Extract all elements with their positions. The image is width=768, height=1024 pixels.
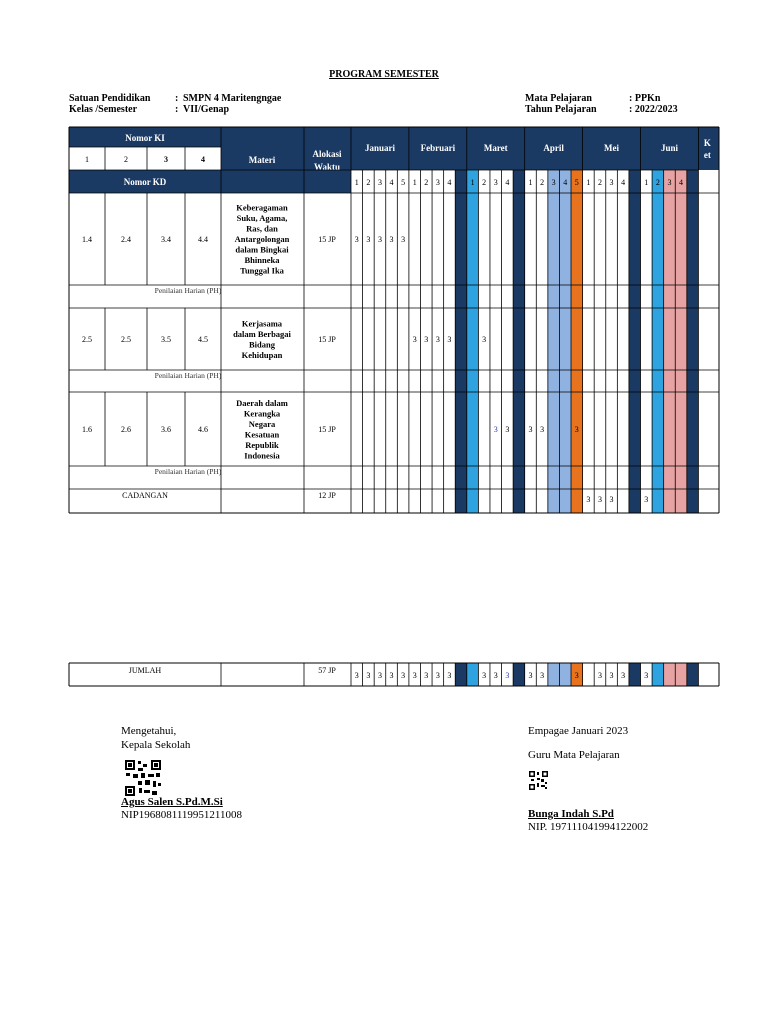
- header-alokasi: Alokasi: [312, 149, 342, 159]
- kd-number: 1.6: [82, 425, 92, 434]
- week-number: 2: [655, 178, 660, 187]
- meta-value-year: : 2022/2023: [629, 104, 678, 115]
- sign-right-line1: Empagae Januari 2023: [528, 725, 629, 737]
- month-header-februari: Februari: [420, 143, 456, 153]
- materi-text: Bidang: [249, 339, 275, 350]
- jumlah-week-value: 3: [644, 671, 649, 680]
- meta-value-school: SMPN 4 Maritengngae: [183, 93, 282, 104]
- week-number: 4: [505, 178, 510, 187]
- header-nomor-kd: Nomor KD: [123, 177, 167, 187]
- week-number: 3: [609, 178, 614, 187]
- week-column-fill: [675, 193, 687, 513]
- header-ket-cell: [698, 127, 719, 170]
- header-alokasi: Waktu: [313, 162, 341, 172]
- month-header-mei: Mei: [604, 143, 620, 153]
- week-header-fill: [455, 170, 467, 193]
- week-number: 1: [528, 178, 533, 187]
- week-value: 3: [389, 235, 394, 244]
- week-number: 1: [412, 178, 417, 187]
- week-number: 3: [667, 178, 672, 187]
- week-number: 3: [435, 178, 440, 187]
- jumlah-week-value: 3: [609, 671, 614, 680]
- week-header-fill: [629, 170, 641, 193]
- week-value: 3: [401, 235, 406, 244]
- meta-value-class: VII/Genap: [183, 104, 230, 115]
- week-column-fill: [455, 193, 467, 513]
- jumlah-week-value: 3: [377, 671, 382, 680]
- meta-label-year: Tahun Pelajaran: [525, 104, 597, 115]
- header-ket: et: [703, 150, 711, 160]
- meta-sep-school: :: [175, 93, 179, 104]
- week-column-fill: [664, 193, 676, 513]
- jumlah-week-value: 3: [493, 671, 498, 680]
- jumlah-alokasi: 57 JP: [318, 666, 336, 675]
- week-column-fill: [629, 663, 641, 686]
- kd-number: 4.4: [198, 235, 208, 244]
- week-column-fill: [467, 193, 479, 513]
- jumlah-week-value: 3: [412, 671, 417, 680]
- materi-text: Negara: [248, 418, 276, 429]
- month-header-april: April: [543, 143, 564, 153]
- penilaian-harian-label: Penilaian Harian (PH): [154, 371, 222, 380]
- kd-number: 3.6: [161, 425, 171, 434]
- week-column-fill: [548, 193, 560, 513]
- jumlah-week-value: 3: [389, 671, 394, 680]
- week-value: 3: [644, 495, 649, 504]
- kd-number: 1.4: [82, 235, 92, 244]
- jumlah-week-value: 3: [505, 671, 510, 680]
- jumlah-week-value: 3: [597, 671, 602, 680]
- week-value: 3: [597, 495, 602, 504]
- meta-value-subject: : PPKn: [629, 93, 661, 104]
- kd-number: 4.6: [198, 425, 208, 434]
- week-column-fill: [548, 663, 560, 686]
- week-column-fill: [571, 193, 583, 513]
- kd-number: 2.5: [82, 335, 92, 344]
- week-value: 3: [354, 235, 359, 244]
- month-header-juni: Juni: [660, 143, 678, 153]
- jumlah-week-value: 3: [528, 671, 533, 680]
- materi-text: Ras, dan: [246, 223, 278, 234]
- week-number: 1: [586, 178, 591, 187]
- kd-number: 2.5: [121, 335, 131, 344]
- sign-left-nip: NIP1968081119951211008: [121, 809, 242, 821]
- week-column-fill: [687, 663, 699, 686]
- week-value: 3: [574, 425, 579, 434]
- sign-right-name: Bunga Indah S.Pd: [528, 808, 614, 820]
- week-number: 1: [644, 178, 649, 187]
- week-number: 1: [470, 178, 475, 187]
- week-column-fill: [629, 193, 641, 513]
- week-number: 2: [482, 178, 487, 187]
- alokasi-value: 15 JP: [318, 235, 336, 244]
- materi-text: Kesatuan: [244, 429, 280, 440]
- week-number: 3: [551, 178, 556, 187]
- week-column-fill: [652, 193, 664, 513]
- ki-number: 4: [201, 155, 205, 164]
- week-value: 3: [377, 235, 382, 244]
- week-number: 4: [621, 178, 626, 187]
- meta-sep-class: :: [175, 104, 179, 115]
- week-header-fill: [513, 170, 525, 193]
- materi-text: Suku, Agama,: [236, 213, 288, 223]
- materi-text: Republik: [245, 439, 279, 450]
- week-number: 4: [563, 178, 568, 187]
- cadangan-label: CADANGAN: [122, 491, 168, 500]
- week-column-fill: [559, 663, 571, 686]
- sign-right-line2: Guru Mata Pelajaran: [528, 749, 620, 761]
- jumlah-week-value: 3: [540, 671, 545, 680]
- qr-code-icon: [124, 759, 162, 797]
- week-number: 5: [574, 178, 579, 187]
- week-value: 3: [435, 335, 440, 344]
- materi-text: Antargolongan: [234, 234, 290, 244]
- header-nomor-ki: Nomor KI: [125, 133, 165, 143]
- jumlah-week-value: 3: [366, 671, 371, 680]
- penilaian-harian-label: Penilaian Harian (PH): [154, 467, 222, 476]
- meta-label-school: Satuan Pendidikan: [69, 93, 151, 104]
- week-column-fill: [467, 663, 479, 686]
- week-number: 2: [424, 178, 429, 187]
- week-value: 3: [540, 425, 545, 434]
- kd-number: 2.6: [121, 425, 131, 434]
- header-materi: Materi: [248, 155, 276, 165]
- week-value: 3: [505, 425, 510, 434]
- kd-number: 3.5: [161, 335, 171, 344]
- materi-text: Keberagaman: [236, 202, 288, 213]
- week-value: 3: [482, 335, 487, 344]
- jumlah-label: JUMLAH: [128, 666, 162, 675]
- week-number: 5: [401, 178, 406, 187]
- jumlah-week-value: 3: [574, 671, 579, 680]
- materi-text: Indonesia: [244, 450, 280, 461]
- week-value: 3: [366, 235, 371, 244]
- week-number: 2: [540, 178, 545, 187]
- materi-text: Bhinneka: [244, 255, 280, 265]
- week-number: 4: [679, 178, 684, 187]
- materi-text: dalam Bingkai: [235, 244, 289, 255]
- week-number: 1: [354, 178, 359, 187]
- alokasi-value: 12 JP: [318, 491, 336, 500]
- alokasi-value: 15 JP: [318, 425, 336, 434]
- qr-code-icon: [529, 771, 548, 790]
- week-number: 2: [366, 178, 371, 187]
- jumlah-week-value: 3: [435, 671, 440, 680]
- week-column-fill: [675, 663, 687, 686]
- week-value: 3: [447, 335, 452, 344]
- sign-left-line1: Mengetahui,: [121, 725, 177, 737]
- sign-left-name: Agus Salen S.Pd.M.Si: [121, 796, 223, 808]
- week-value: 3: [528, 425, 533, 434]
- sign-left-line2: Kepala Sekolah: [121, 739, 191, 751]
- week-value: 3: [424, 335, 429, 344]
- meta-label-class: Kelas /Semester: [69, 104, 138, 115]
- materi-text: Daerah dalam: [236, 397, 288, 408]
- materi-text: Kehidupan: [241, 349, 283, 360]
- kd-number: 2.4: [121, 235, 131, 244]
- sign-right-nip: NIP. 197111041994122002: [528, 821, 649, 833]
- jumlah-week-value: 3: [401, 671, 406, 680]
- week-number: 2: [597, 178, 602, 187]
- week-column-fill: [455, 663, 467, 686]
- week-number: 4: [389, 178, 394, 187]
- month-header-maret: Maret: [483, 143, 508, 153]
- document-title: PROGRAM SEMESTER: [329, 69, 439, 80]
- alokasi-value: 15 JP: [318, 335, 336, 344]
- week-number: 3: [377, 178, 382, 187]
- ki-number: 1: [85, 155, 89, 164]
- week-value: 3: [609, 495, 614, 504]
- ki-number: 3: [164, 155, 168, 164]
- week-column-fill: [513, 193, 525, 513]
- week-column-fill: [652, 663, 664, 686]
- week-column-fill: [687, 193, 699, 513]
- penilaian-harian-label: Penilaian Harian (PH): [154, 286, 222, 295]
- jumlah-week-value: 3: [482, 671, 487, 680]
- jumlah-week-value: 3: [447, 671, 452, 680]
- meta-label-subject: Mata Pelajaran: [525, 93, 592, 104]
- week-value: 3: [586, 495, 591, 504]
- week-number: 4: [447, 178, 452, 187]
- materi-text: Tunggal Ika: [240, 265, 284, 276]
- week-value: 3: [412, 335, 417, 344]
- ki-number: 2: [124, 155, 128, 164]
- week-column-fill: [513, 663, 525, 686]
- jumlah-week-value: 3: [424, 671, 429, 680]
- week-value: 3: [493, 425, 498, 434]
- week-number: 3: [493, 178, 498, 187]
- week-column-fill: [559, 193, 571, 513]
- materi-text: Kerangka: [243, 408, 281, 419]
- jumlah-week-value: 3: [621, 671, 626, 680]
- month-header-januari: Januari: [364, 143, 395, 153]
- materi-text: dalam Berbagai: [233, 328, 291, 339]
- materi-text: Kerjasama: [241, 318, 283, 329]
- kd-number: 4.5: [198, 335, 208, 344]
- header-ket: K: [703, 138, 711, 148]
- jumlah-week-value: 3: [354, 671, 359, 680]
- week-header-fill: [687, 170, 699, 193]
- kd-number: 3.4: [161, 235, 171, 244]
- header-alokasi-cell: [304, 127, 351, 193]
- week-column-fill: [664, 663, 676, 686]
